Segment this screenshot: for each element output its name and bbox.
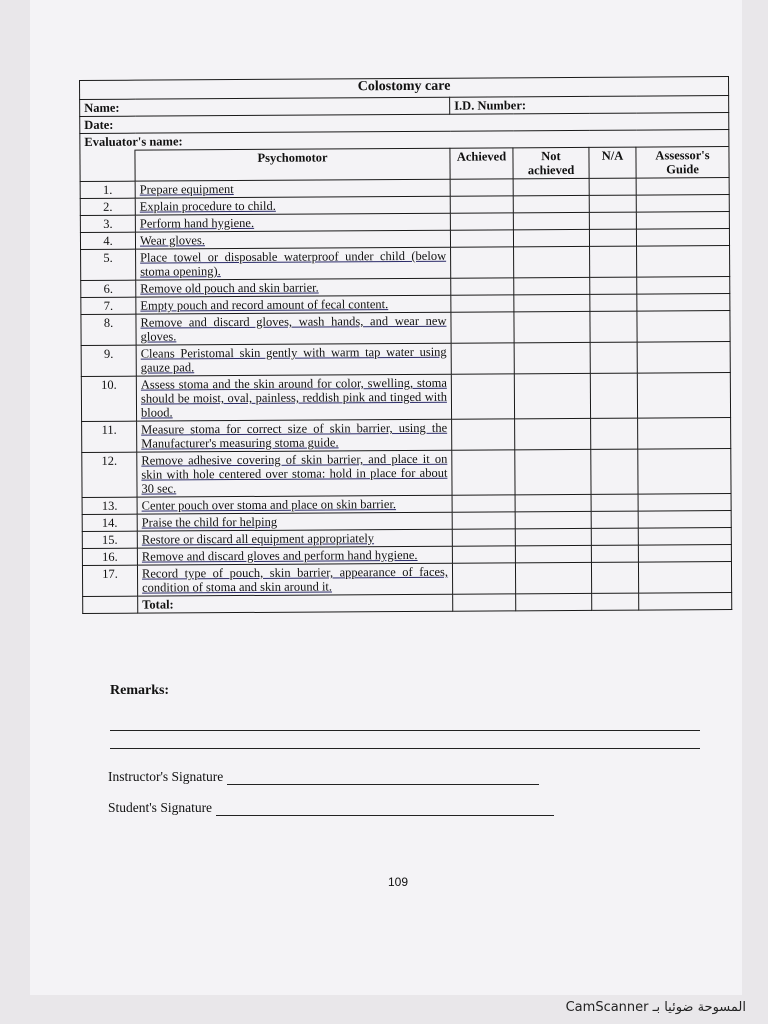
- assessors-guide-cell[interactable]: [637, 342, 730, 374]
- not-achieved-cell[interactable]: [513, 212, 589, 229]
- assessors-guide-cell[interactable]: [636, 229, 729, 247]
- item-number: 11.: [82, 421, 137, 452]
- na-cell[interactable]: [591, 511, 638, 528]
- not-achieved-cell[interactable]: [513, 195, 589, 212]
- assessors-guide-cell[interactable]: [637, 294, 730, 312]
- checklist-row: [81, 342, 730, 377]
- item-text: Record type of pouch, skin barrier, appearance of faces, condition of stoma and skin around it.: [137, 563, 452, 596]
- item-text: Prepare equipment: [135, 179, 450, 198]
- item-text: Remove and discard gloves, wash hands, and wear new gloves.: [136, 312, 451, 345]
- achieved-cell[interactable]: [450, 213, 513, 230]
- na-cell[interactable]: [591, 545, 638, 562]
- total-na-cell[interactable]: [592, 593, 639, 610]
- total-label: Total:: [138, 594, 453, 613]
- assessors-guide-cell[interactable]: [638, 494, 731, 512]
- checklist-row: [81, 373, 730, 422]
- assessors-guide-cell[interactable]: [638, 545, 731, 563]
- student-signature-line: [216, 803, 554, 816]
- na-cell[interactable]: [590, 342, 637, 373]
- item-number: 12.: [82, 452, 137, 497]
- name-field: Name:: [80, 97, 450, 116]
- assessors-guide-cell[interactable]: [637, 277, 730, 295]
- not-achieved-cell[interactable]: [514, 373, 590, 418]
- na-header: N/A: [589, 147, 636, 178]
- achieved-cell[interactable]: [451, 295, 514, 312]
- achieved-cell[interactable]: [451, 312, 514, 343]
- not-achieved-cell[interactable]: [515, 418, 591, 449]
- not-achieved-cell[interactable]: [514, 294, 590, 311]
- item-text: Explain procedure to child.: [135, 196, 450, 215]
- id-number-field: I.D. Number:: [450, 96, 729, 115]
- not-achieved-header: Not achieved: [513, 147, 589, 178]
- na-cell[interactable]: [591, 494, 638, 511]
- achieved-cell[interactable]: [451, 343, 514, 374]
- date-field: Date:: [80, 113, 729, 134]
- achieved-cell[interactable]: [450, 196, 513, 213]
- achieved-cell[interactable]: [452, 450, 515, 495]
- instructor-signature-row: [108, 769, 539, 785]
- na-cell[interactable]: [589, 229, 636, 246]
- assessors-guide-cell[interactable]: [638, 418, 731, 450]
- na-cell[interactable]: [591, 562, 638, 593]
- not-achieved-cell[interactable]: [514, 342, 590, 373]
- achieved-cell[interactable]: [451, 374, 514, 419]
- checklist-row: [82, 449, 731, 498]
- item-number: 9.: [81, 345, 136, 376]
- item-text: Wear gloves.: [135, 230, 450, 249]
- checklist-title: Colostomy care: [80, 77, 729, 100]
- psychomotor-header: Psychomotor: [135, 148, 450, 181]
- na-cell[interactable]: [590, 373, 637, 418]
- page-number: 109: [388, 875, 409, 889]
- achieved-cell[interactable]: [450, 179, 513, 196]
- item-number: 4.: [80, 232, 135, 249]
- item-text: Assess stoma and the skin around for color, swelling, stoma should be moist, oval, painless, reddish pink and tinged with blood.: [136, 374, 451, 421]
- evaluator-name-field: Evaluator's name:: [80, 130, 729, 151]
- colostomy-care-checklist: [79, 76, 732, 614]
- item-text: Restore or discard all equipment appropriately: [137, 529, 452, 548]
- camscanner-watermark: CamScanner المسوحة ضوئيا بـ: [565, 1000, 746, 1015]
- number-header: [80, 150, 135, 181]
- total-guide-cell[interactable]: [639, 593, 732, 611]
- item-text: Center pouch over stoma and place on skin barrier.: [137, 495, 452, 514]
- not-achieved-cell[interactable]: [513, 229, 589, 246]
- checklist-row: [82, 418, 731, 453]
- item-text: Remove and discard gloves and perform hand hygiene.: [137, 546, 452, 565]
- item-number: 6.: [81, 280, 136, 297]
- na-cell[interactable]: [589, 195, 636, 212]
- assessors-guide-header: Assessor's Guide: [636, 147, 729, 179]
- item-text: Empty pouch and record amount of fecal content.: [136, 295, 451, 314]
- assessors-guide-cell[interactable]: [636, 212, 729, 230]
- item-number: 3.: [80, 215, 135, 232]
- checklist-row: [81, 246, 730, 281]
- na-cell[interactable]: [590, 294, 637, 311]
- item-number: 10.: [81, 376, 136, 421]
- remarks-line: [110, 748, 700, 749]
- assessors-guide-cell[interactable]: [637, 373, 730, 419]
- total-row: [83, 593, 732, 614]
- item-number: 2.: [80, 198, 135, 215]
- assessors-guide-cell[interactable]: [638, 528, 731, 546]
- assessors-guide-cell[interactable]: [638, 511, 731, 529]
- achieved-cell[interactable]: [452, 546, 515, 563]
- item-number: 17.: [82, 565, 137, 596]
- assessors-guide-cell[interactable]: [638, 449, 731, 495]
- achieved-cell[interactable]: [452, 419, 515, 450]
- na-cell[interactable]: [590, 311, 637, 342]
- not-achieved-cell[interactable]: [515, 511, 591, 528]
- total-achieved-cell[interactable]: [453, 594, 516, 611]
- assessors-guide-cell[interactable]: [636, 178, 729, 196]
- item-number: 1.: [80, 181, 135, 198]
- assessors-guide-cell[interactable]: [637, 311, 730, 343]
- na-cell[interactable]: [590, 246, 637, 277]
- na-cell[interactable]: [590, 277, 637, 294]
- assessors-guide-cell[interactable]: [636, 195, 729, 213]
- item-number: 15.: [82, 531, 137, 548]
- na-cell[interactable]: [591, 528, 638, 545]
- na-cell[interactable]: [589, 212, 636, 229]
- achieved-cell[interactable]: [452, 512, 515, 529]
- achieved-header: Achieved: [450, 148, 513, 179]
- item-number: 7.: [81, 297, 136, 314]
- item-text: Remove old pouch and skin barrier.: [136, 278, 451, 297]
- item-text: Measure stoma for correct size of skin barrier, using the Manufacturer's measuring stoma guide.: [137, 419, 452, 452]
- not-achieved-cell[interactable]: [514, 277, 590, 294]
- not-achieved-cell[interactable]: [515, 528, 591, 545]
- achieved-cell[interactable]: [452, 529, 515, 546]
- instructor-signature-line: [227, 772, 539, 785]
- not-achieved-cell[interactable]: [514, 311, 590, 342]
- not-achieved-cell[interactable]: [514, 246, 590, 277]
- remarks-line: [110, 730, 700, 731]
- instructor-signature-label: Instructor's Signature: [108, 769, 224, 784]
- not-achieved-cell[interactable]: [515, 449, 591, 494]
- item-text: Praise the child for helping: [137, 512, 452, 531]
- item-text: Perform hand hygiene.: [135, 213, 450, 232]
- achieved-cell[interactable]: [451, 278, 514, 295]
- student-signature-row: [108, 800, 554, 816]
- achieved-cell[interactable]: [451, 247, 514, 278]
- item-number: 8.: [81, 314, 136, 345]
- na-cell[interactable]: [591, 418, 638, 449]
- item-number: 5.: [81, 249, 136, 280]
- item-text: Cleans Peristomal skin gently with warm tap water using gauze pad.: [136, 343, 451, 376]
- assessors-guide-cell[interactable]: [638, 562, 731, 594]
- remarks-label: Remarks:: [110, 683, 170, 698]
- student-signature-label: Student's Signature: [108, 800, 213, 815]
- item-number: 16.: [82, 548, 137, 565]
- na-cell[interactable]: [591, 449, 638, 494]
- checklist-row: [82, 562, 731, 597]
- not-achieved-cell[interactable]: [515, 494, 591, 511]
- total-number-cell: [83, 596, 138, 613]
- checklist-row: [81, 311, 730, 346]
- item-number: 14.: [82, 514, 137, 531]
- na-cell[interactable]: [589, 178, 636, 195]
- item-number: 13.: [82, 497, 137, 514]
- achieved-cell[interactable]: [450, 230, 513, 247]
- item-text: Place towel or disposable waterproof under child (below stoma opening).: [136, 247, 451, 280]
- total-not-achieved-cell[interactable]: [516, 593, 592, 610]
- not-achieved-cell[interactable]: [515, 545, 591, 562]
- not-achieved-cell[interactable]: [513, 178, 589, 195]
- item-text: Remove adhesive covering of skin barrier, and place it on skin with hole centered over stoma: hold in place for about 30 sec.: [137, 450, 452, 497]
- not-achieved-cell[interactable]: [515, 562, 591, 593]
- achieved-cell[interactable]: [452, 495, 515, 512]
- achieved-cell[interactable]: [452, 563, 515, 594]
- assessors-guide-cell[interactable]: [637, 246, 730, 278]
